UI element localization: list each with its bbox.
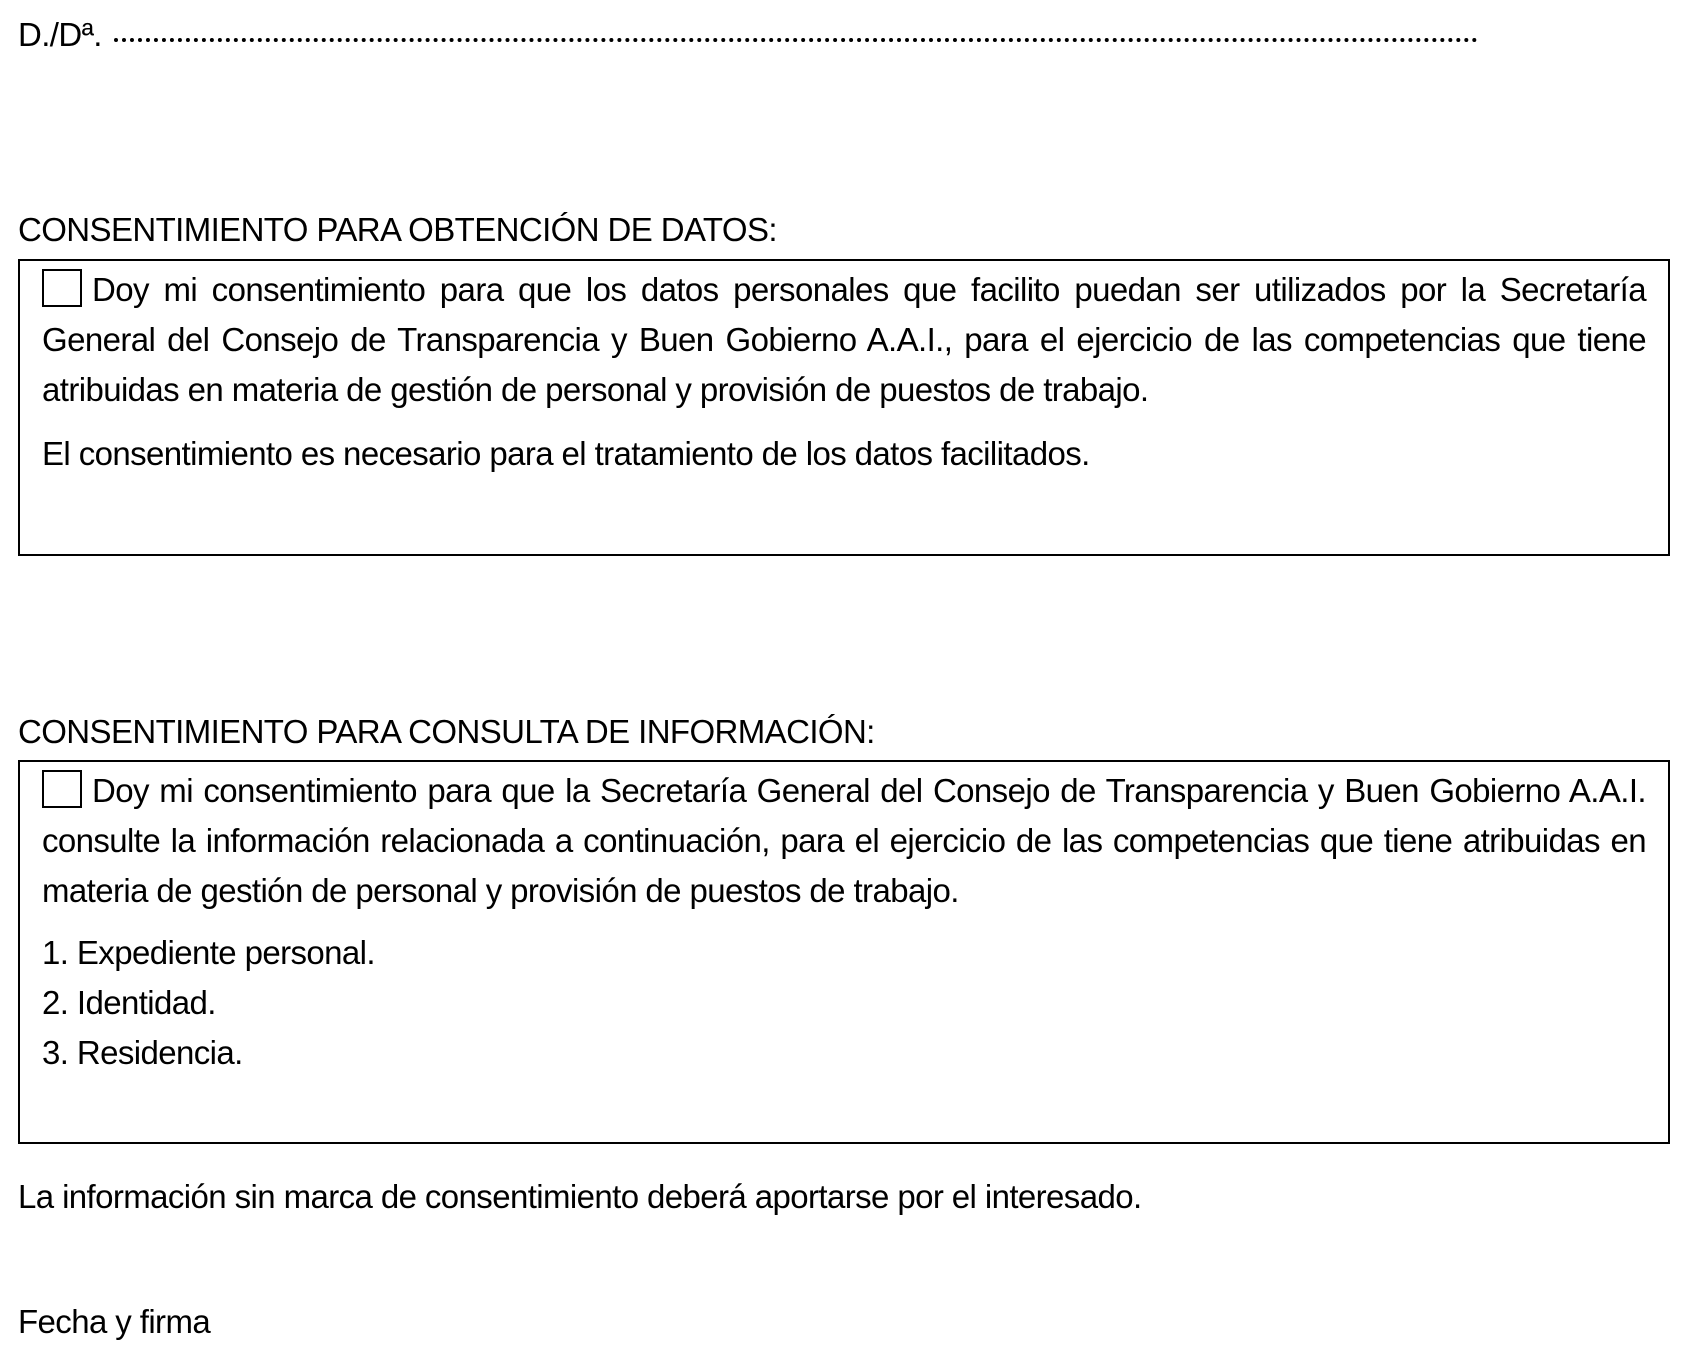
unmarked-info-note: La información sin marca de consentimiento deberá aportarse por el interesado. [18,1178,1142,1215]
list-item-residence: 3. Residencia. [42,1034,243,1071]
consent-paragraph-data-collection [42,265,1646,415]
consent-box-data-collection [18,259,1670,556]
name-line [18,10,1478,60]
consent-box-info-consultation [18,760,1670,1144]
list-item-identity: 2. Identidad. [42,984,216,1021]
name-label: D./Dª. [18,16,102,53]
consulted-info-list [42,928,1646,1078]
consent-checkbox-info-consultation[interactable] [42,770,82,808]
list-item-personal-file: 1. Expediente personal. [42,934,375,971]
consent-checkbox-data-collection[interactable] [42,269,82,307]
section-heading-info-consultation: CONSENTIMIENTO PARA CONSULTA DE INFORMACIÓN: [18,713,875,750]
consent-text-info-consultation: Doy mi consentimiento para que la Secretaría General del Consejo de Transparencia y Buen Gobierno A.A.I. consulte la información relacionada a continuación, para el ejercicio de las competencias que tiene atribuidas en materia de gestión de personal y provisión de puestos de trabajo. [42,772,1646,909]
section-heading-data-collection: CONSENTIMIENTO PARA OBTENCIÓN DE DATOS: [18,211,777,248]
consent-text-data-collection: Doy mi consentimiento para que los datos personales que facilito puedan ser utilizados por la Secretaría General del Consejo de Transparencia y Buen Gobierno A.A.I., para el ejercicio de las competencias que tiene atribuidas en materia de gestión de personal y provisión de puestos de trabajo. [42,271,1646,408]
date-signature-label: Fecha y firma [18,1303,211,1340]
name-fill-dotted-line[interactable] [114,8,1478,42]
consent-paragraph-info-consultation [42,766,1646,916]
consent-required-note: El consentimiento es necesario para el tratamiento de los datos facilitados. [42,435,1090,472]
